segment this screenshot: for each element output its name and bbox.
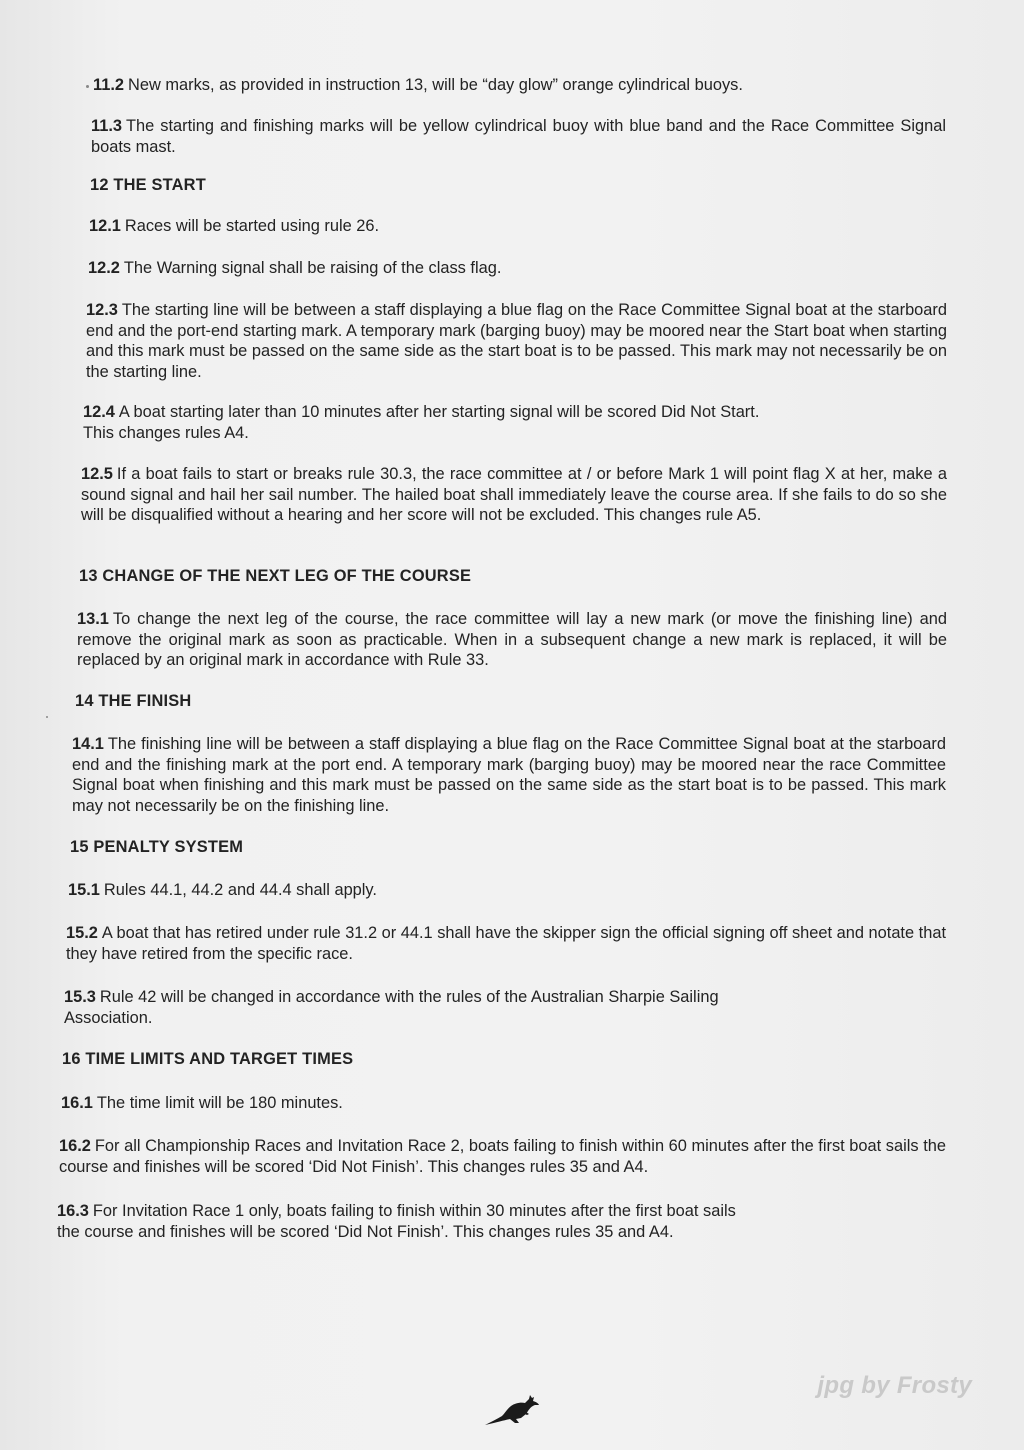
clause-number: 14.1 [72,735,104,753]
clause-number: 16.2 [59,1137,91,1155]
clause-text: Rule 42 will be changed in accordance with the rules of the Australian Sharpie Sailing [99,988,719,1006]
kangaroo-icon [483,1392,541,1428]
clause-16-2 [59,1136,946,1177]
clause-12-1 [89,216,944,237]
clause-number: 12.2 [88,259,120,277]
clause-number: 12.4 [83,403,115,421]
clause-text: The starting line will be between a staff displaying a blue flag on the Race Committee Signal boat at the starboard end and the port-end starting mark. A temporary mark (barging buoy) may be moored near the Start boat when starting and this mark must be passed on the same side as the start boat is to be passed. This mark may not necessarily be on the starting line. [86,301,947,381]
clause-11-2 [93,75,953,96]
clause-number: 12.5 [81,465,113,483]
stray-mark [46,716,48,718]
clause-text: To change the next leg of the course, the race committee will lay a new mark (or move the finishing line) and remove the original mark as soon as practicable. When in a subsequent change a new mark is replaced, it will be replaced by an original mark in accordance with Rule 33. [77,610,947,670]
clause-16-3 [57,1201,937,1242]
clause-number: 15.2 [66,924,98,942]
section-heading-12: 12 THE START [90,176,206,194]
section-heading-16: 16 TIME LIMITS AND TARGET TIMES [62,1050,354,1068]
clause-11-3 [91,116,946,157]
clause-text: If a boat fails to start or breaks rule 30.3, the race committee at / or before Mark 1 will point flag X at her, make a sound signal and hail her sail number. The hailed boat shall immediately leave the course area. If she fails to do so she will be disqualified without a hearing and her score will not be excluded. This changes rule A5. [81,465,947,525]
clause-text: A boat that has retired under rule 31.2 or 44.1 shall have the skipper sign the official signing off sheet and notate that they have retired from the specific race. [66,924,946,963]
clause-12-3 [86,300,947,382]
clause-12-2 [88,258,943,279]
clause-text: The starting and finishing marks will be yellow cylindrical buoy with blue band and the Race Committee Signal boats mast. [91,117,946,156]
clause-13-1 [77,609,947,671]
stray-mark [86,85,89,88]
clause-12-5 [81,464,947,526]
clause-15-1 [68,880,938,901]
clause-number: 16.1 [61,1094,93,1112]
clause-text: The finishing line will be between a staff displaying a blue flag on the Race Committee Signal boat at the starboard end and the finishing mark at the port end. A temporary mark (barging buoy) may be moored near the race Committee Signal boat when finishing and this mark must be passed on the same side as the start boat is to be passed. This mark may not necessarily be on the finishing line. [72,735,946,815]
section-heading-15: 15 PENALTY SYSTEM [70,838,244,856]
section-heading-14: 14 THE FINISH [75,692,192,710]
clause-text-continued: This changes rules A4. [83,423,249,442]
clause-text-continued: Association. [64,1008,153,1027]
clause-number: 13.1 [77,610,109,628]
clause-text: Races will be started using rule 26. [124,217,380,235]
clause-number: 12.1 [89,217,121,235]
clause-number: 16.3 [57,1202,89,1220]
clause-text: A boat starting later than 10 minutes after her starting signal will be scored Did Not Start. [118,403,760,421]
clause-number: 12.3 [86,301,118,319]
clause-text: For all Championship Races and Invitation Race 2, boats failing to finish within 60 minutes after the first boat sails the course and finishes will be scored ‘Did Not Finish’. This changes rules 35 and A4. [59,1137,946,1176]
clause-number: 15.3 [64,988,96,1006]
clause-text-continued: the course and finishes will be scored ‘Did Not Finish’. This changes rules 35 and A4. [57,1222,674,1241]
clause-number: 15.1 [68,881,100,899]
clause-number: 11.3 [91,117,122,135]
clause-16-1 [61,1093,931,1114]
clause-12-4 [83,402,943,443]
clause-14-1 [72,734,946,816]
clause-text: The time limit will be 180 minutes. [96,1094,343,1112]
clause-15-2 [66,923,946,964]
clause-text: The Warning signal shall be raising of the class flag. [123,259,502,277]
clause-number: 11.2 [93,76,124,94]
clause-text: New marks, as provided in instruction 13, will be “day glow” orange cylindrical buoys. [128,76,743,94]
photographer-watermark: jpg by Frosty [817,1372,972,1399]
section-heading-13: 13 CHANGE OF THE NEXT LEG OF THE COURSE [79,567,472,585]
clause-15-3 [64,987,934,1028]
clause-text: Rules 44.1, 44.2 and 44.4 shall apply. [103,881,377,899]
clause-text: For Invitation Race 1 only, boats failing to finish within 30 minutes after the first boat sails [92,1202,736,1220]
